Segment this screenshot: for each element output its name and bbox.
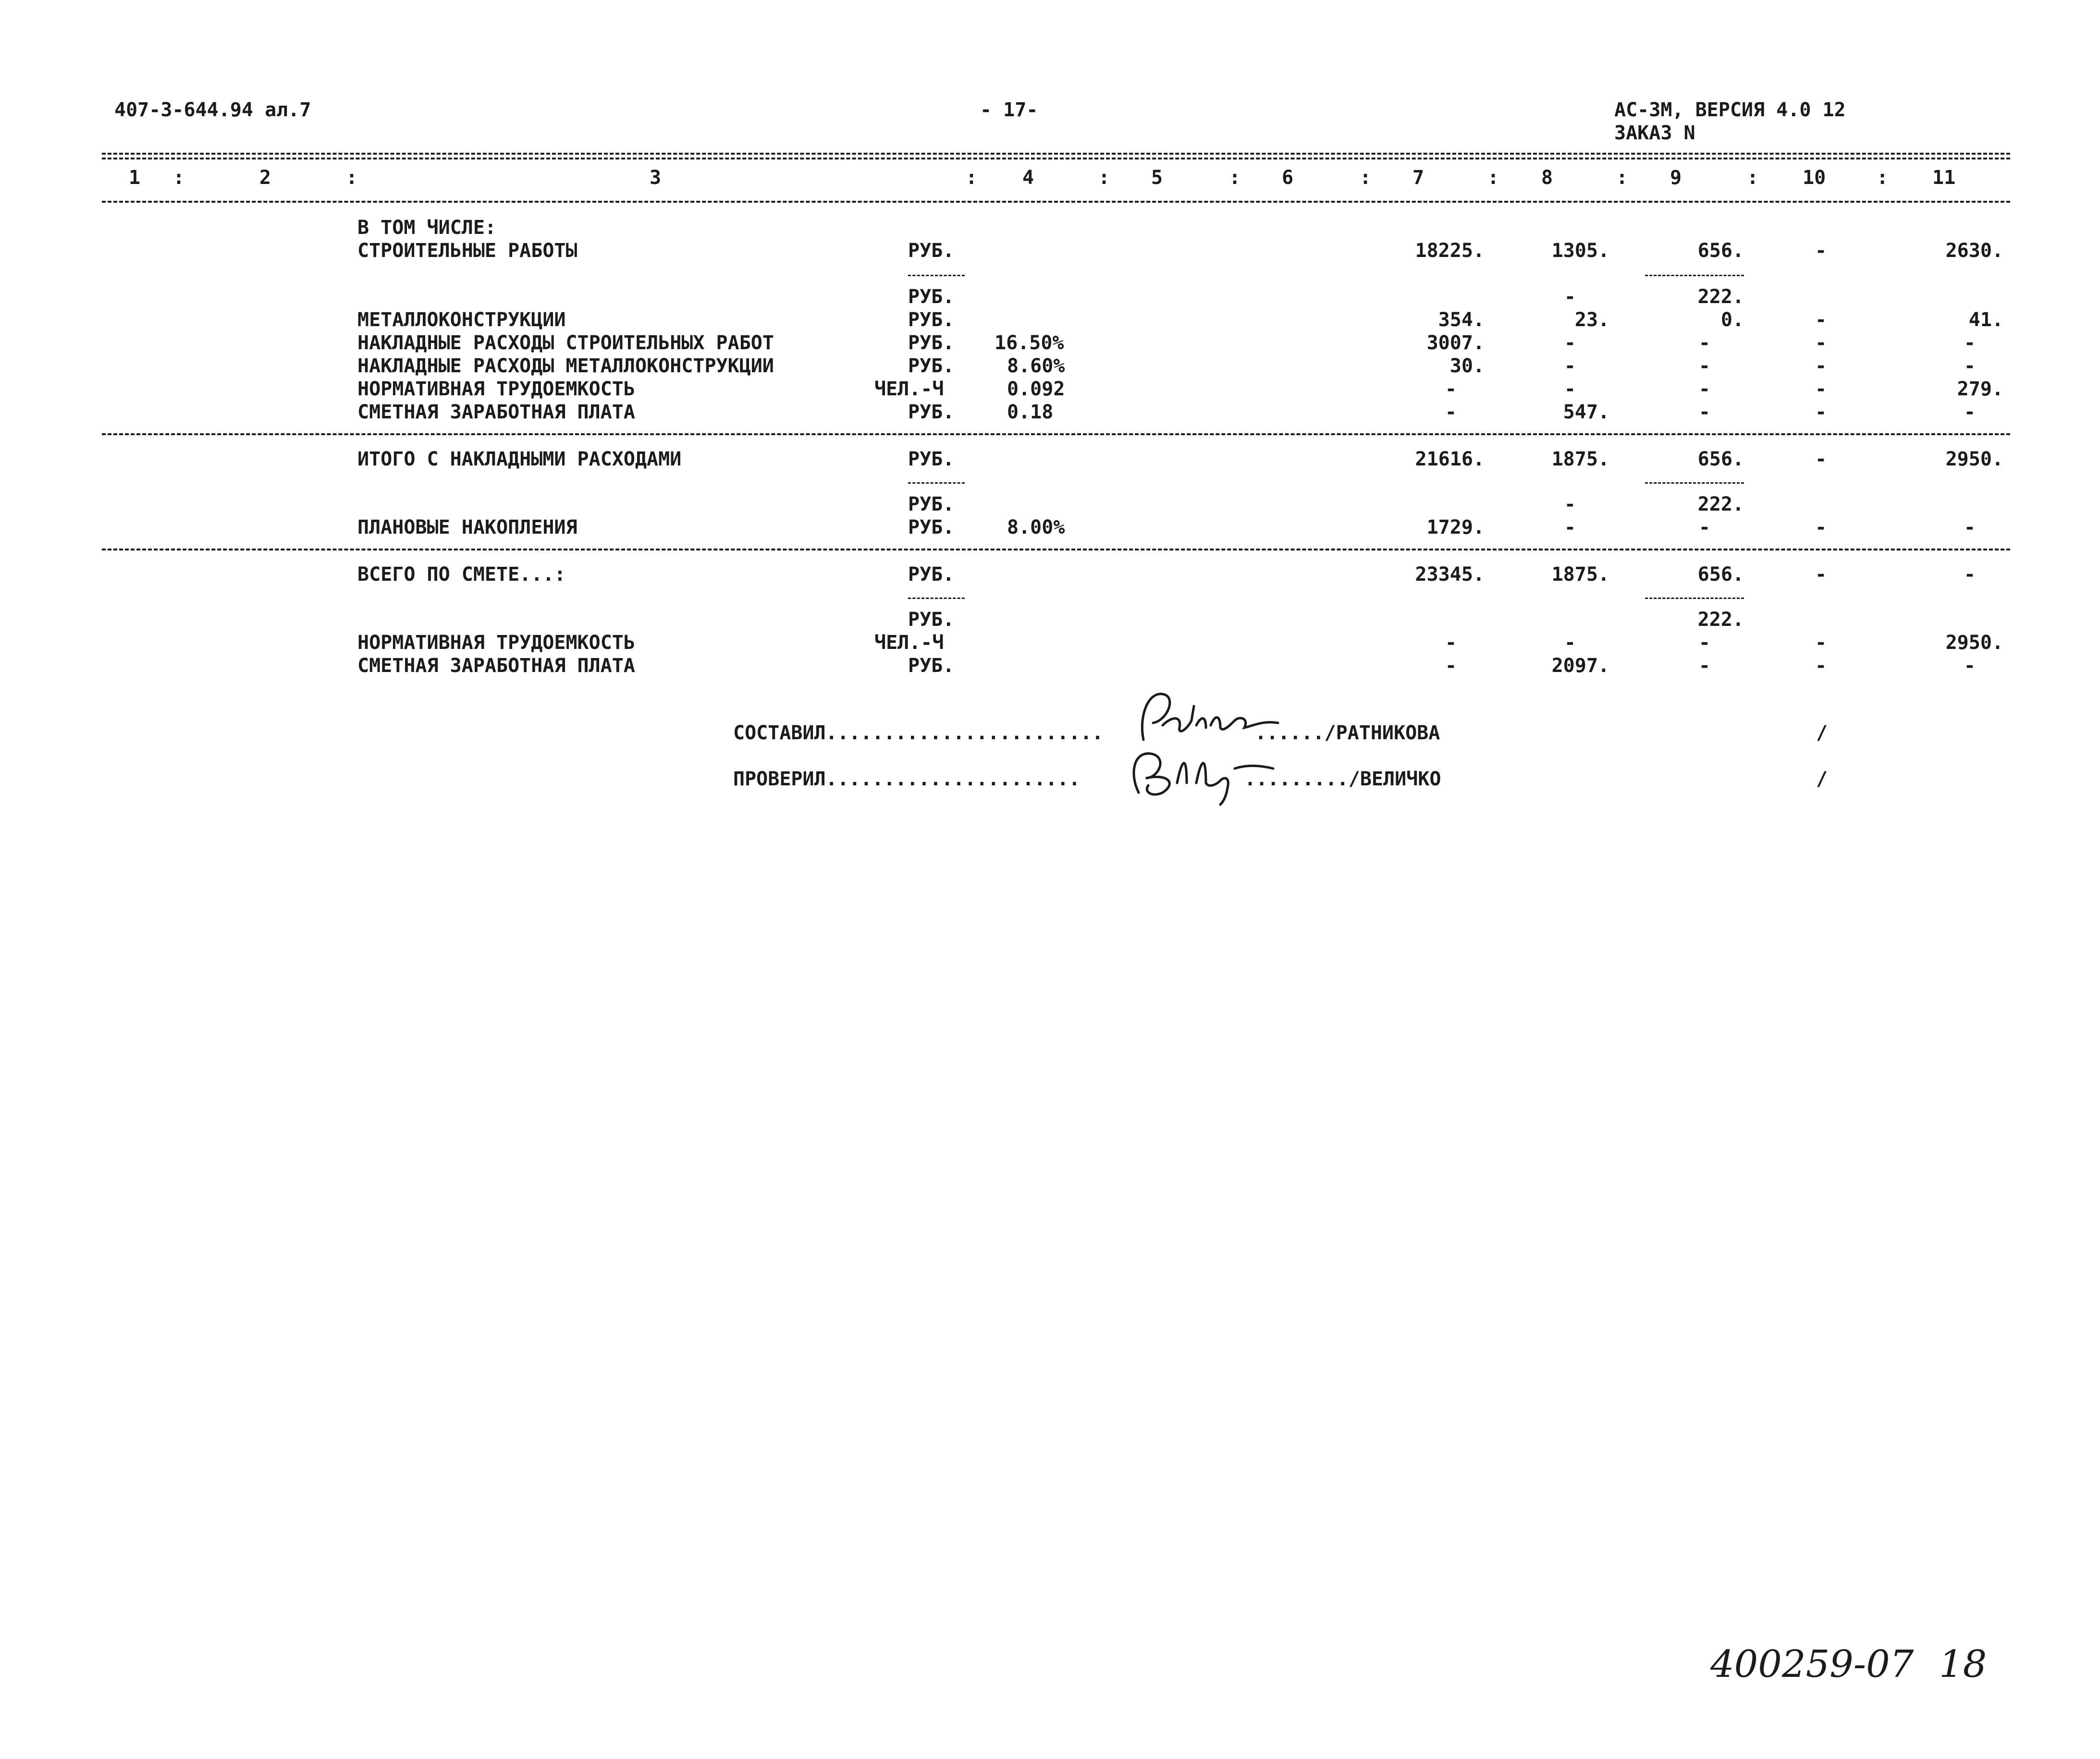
cell-c10: - bbox=[1815, 563, 1827, 586]
cell-c9: 222. bbox=[1697, 493, 1744, 515]
cell-c11: - bbox=[1964, 401, 1976, 423]
cell-c9: 656. bbox=[1697, 563, 1744, 586]
col-sep: : bbox=[1747, 167, 1759, 189]
cell-c7: 3007. bbox=[1426, 332, 1485, 354]
cell-c9: 656. bbox=[1697, 448, 1744, 470]
row-unit: РУБ. bbox=[908, 448, 955, 470]
cell-c10: - bbox=[1815, 448, 1827, 470]
row-name: ПЛАНОВЫЕ НАКОПЛЕНИЯ bbox=[357, 516, 577, 538]
col-10: 10 bbox=[1803, 167, 1826, 189]
compiled-slash: / bbox=[1816, 722, 1828, 744]
cell-c7: - bbox=[1445, 401, 1457, 423]
row-name: СМЕТНАЯ ЗАРАБОТНАЯ ПЛАТА bbox=[357, 401, 635, 423]
row-unit: РУБ. bbox=[908, 309, 955, 331]
cell-c8: 1305. bbox=[1551, 240, 1609, 262]
cell-c4: 8.60% bbox=[1007, 355, 1065, 377]
cell-c4: 0.092 bbox=[1007, 378, 1065, 400]
cell-c8: - bbox=[1564, 355, 1576, 377]
col-4: 4 bbox=[1022, 167, 1034, 189]
order-number: ЗАКАЗ N bbox=[1614, 122, 1695, 144]
cell-c8: 1875. bbox=[1551, 448, 1609, 470]
row-name: СМЕТНАЯ ЗАРАБОТНАЯ ПЛАТА bbox=[357, 655, 635, 677]
cell-c10: - bbox=[1815, 401, 1827, 423]
cell-c9: - bbox=[1698, 401, 1710, 423]
cell-c8: - bbox=[1564, 286, 1576, 308]
col-2: 2 bbox=[259, 167, 271, 189]
row-unit: РУБ. bbox=[908, 286, 955, 308]
page-number: - 17- bbox=[980, 99, 1038, 121]
cell-c9: 222. bbox=[1697, 286, 1744, 308]
section-heading: В ТОМ ЧИСЛЕ: bbox=[357, 217, 496, 239]
row-name: СТРОИТЕЛЬНЫЕ РАБОТЫ bbox=[357, 240, 577, 262]
cell-c8: - bbox=[1564, 493, 1576, 515]
cell-c10: - bbox=[1815, 655, 1827, 677]
cell-c8: - bbox=[1564, 632, 1576, 654]
col-6: 6 bbox=[1282, 167, 1294, 189]
row-unit: РУБ. bbox=[908, 401, 955, 423]
header-rule-top bbox=[102, 153, 2010, 155]
cell-c9: - bbox=[1698, 632, 1710, 654]
col-sep: : bbox=[966, 167, 978, 189]
doc-code: 407-3-644.94 ал.7 bbox=[114, 99, 311, 121]
cell-c8: 547. bbox=[1563, 401, 1609, 423]
row-name: ИТОГО С НАКЛАДНЫМИ РАСХОДАМИ bbox=[357, 448, 682, 470]
archive-number: 400259-07 bbox=[1710, 1643, 1914, 1686]
cell-c11: 279. bbox=[1957, 378, 2003, 400]
cell-c10: - bbox=[1815, 332, 1827, 354]
col-sep: : bbox=[1360, 167, 1372, 189]
cell-c11: - bbox=[1964, 355, 1976, 377]
sheet-number: 18 bbox=[1939, 1643, 1987, 1686]
cell-c7: - bbox=[1445, 632, 1457, 654]
col-sep: : bbox=[1877, 167, 1889, 189]
cell-c10: - bbox=[1815, 309, 1827, 331]
compiled-label: СОСТАВИЛ........................ bbox=[733, 722, 1104, 744]
cell-c7: 354. bbox=[1438, 309, 1485, 331]
col-11: 11 bbox=[1932, 167, 1956, 189]
header-rule-top-2 bbox=[102, 158, 2010, 159]
cell-c11: 2950. bbox=[1945, 632, 2003, 654]
cell-c7: 1729. bbox=[1426, 516, 1485, 538]
cell-c8: - bbox=[1564, 378, 1576, 400]
cell-c9: 0. bbox=[1720, 309, 1744, 331]
cell-c11: - bbox=[1964, 332, 1976, 354]
cell-c11: - bbox=[1964, 516, 1976, 538]
header-rule-bottom bbox=[102, 201, 2010, 203]
row-unit: РУБ. bbox=[908, 563, 955, 586]
cell-c7: 18225. bbox=[1415, 240, 1485, 262]
cell-c9: - bbox=[1698, 355, 1710, 377]
cell-c7: 30. bbox=[1449, 355, 1485, 377]
value-underline bbox=[1645, 482, 1744, 484]
cell-c7: - bbox=[1445, 378, 1457, 400]
cell-c11: 2630. bbox=[1945, 240, 2003, 262]
cell-c4: 0.18 bbox=[1007, 401, 1054, 423]
value-underline bbox=[1645, 598, 1744, 599]
handwritten-signature bbox=[1124, 740, 1297, 807]
checked-label: ПРОВЕРИЛ...................... bbox=[733, 768, 1081, 790]
col-9: 9 bbox=[1670, 167, 1682, 189]
col-sep: : bbox=[173, 167, 185, 189]
section-rule bbox=[102, 549, 2010, 550]
row-unit: РУБ. bbox=[908, 516, 955, 538]
cell-c9: 222. bbox=[1697, 609, 1744, 631]
cell-c4: 8.00% bbox=[1007, 516, 1065, 538]
row-unit: РУБ. bbox=[908, 240, 955, 262]
cell-c10: - bbox=[1815, 355, 1827, 377]
col-7: 7 bbox=[1412, 167, 1425, 189]
checked-slash: / bbox=[1816, 768, 1828, 790]
row-name: НОРМАТИВНАЯ ТРУДОЕМКОСТЬ bbox=[357, 632, 635, 654]
cell-c9: - bbox=[1698, 516, 1710, 538]
row-unit: РУБ. bbox=[908, 609, 955, 631]
col-5: 5 bbox=[1151, 167, 1163, 189]
row-unit: РУБ. bbox=[908, 332, 955, 354]
value-underline bbox=[1645, 275, 1744, 276]
checked-name: ........./ВЕЛИЧКО bbox=[1244, 768, 1441, 790]
cell-c7: 21616. bbox=[1415, 448, 1485, 470]
col-1: 1 bbox=[129, 167, 141, 189]
cell-c11: 41. bbox=[1968, 309, 2003, 331]
cell-c11: 2950. bbox=[1945, 448, 2003, 470]
cell-c10: - bbox=[1815, 378, 1827, 400]
cell-c9: 656. bbox=[1697, 240, 1744, 262]
row-unit: ЧЕЛ.-Ч bbox=[874, 378, 944, 400]
cell-c7: 23345. bbox=[1415, 563, 1485, 586]
cell-c9: - bbox=[1698, 655, 1710, 677]
cell-c8: 23. bbox=[1574, 309, 1609, 331]
row-name: ВСЕГО ПО СМЕТЕ...: bbox=[357, 563, 566, 586]
row-name: НОРМАТИВНАЯ ТРУДОЕМКОСТЬ bbox=[357, 378, 635, 400]
row-unit: ЧЕЛ.-Ч bbox=[874, 632, 944, 654]
col-sep: : bbox=[1098, 167, 1110, 189]
cell-c9: - bbox=[1698, 378, 1710, 400]
col-8: 8 bbox=[1541, 167, 1553, 189]
row-unit: РУБ. bbox=[908, 355, 955, 377]
cell-c10: - bbox=[1815, 516, 1827, 538]
row-name: НАКЛАДНЫЕ РАСХОДЫ МЕТАЛЛОКОНСТРУКЦИИ bbox=[357, 355, 774, 377]
col-sep: : bbox=[346, 167, 358, 189]
cell-c4: 16.50% bbox=[995, 332, 1064, 354]
row-name: МЕТАЛЛОКОНСТРУКЦИИ bbox=[357, 309, 566, 331]
unit-underline bbox=[908, 482, 965, 484]
compiled-name: ....../РАТНИКОВА bbox=[1255, 722, 1440, 744]
cell-c8: - bbox=[1564, 332, 1576, 354]
cell-c10: - bbox=[1815, 632, 1827, 654]
row-unit: РУБ. bbox=[908, 655, 955, 677]
col-sep: : bbox=[1229, 167, 1241, 189]
unit-underline bbox=[908, 598, 965, 599]
program-version: АС-3М, ВЕРСИЯ 4.0 12 bbox=[1614, 99, 1846, 121]
col-3: 3 bbox=[650, 167, 662, 189]
unit-underline bbox=[908, 275, 965, 276]
row-unit: РУБ. bbox=[908, 493, 955, 515]
cell-c8: 1875. bbox=[1551, 563, 1609, 586]
cell-c11: - bbox=[1964, 563, 1976, 586]
row-name: НАКЛАДНЫЕ РАСХОДЫ СТРОИТЕЛЬНЫХ РАБОТ bbox=[357, 332, 774, 354]
col-sep: : bbox=[1616, 167, 1628, 189]
cell-c11: - bbox=[1964, 655, 1976, 677]
cell-c9: - bbox=[1698, 332, 1710, 354]
col-sep: : bbox=[1487, 167, 1499, 189]
cell-c8: 2097. bbox=[1551, 655, 1609, 677]
cell-c10: - bbox=[1815, 240, 1827, 262]
cell-c7: - bbox=[1445, 655, 1457, 677]
cell-c8: - bbox=[1564, 516, 1576, 538]
section-rule bbox=[102, 433, 2010, 435]
